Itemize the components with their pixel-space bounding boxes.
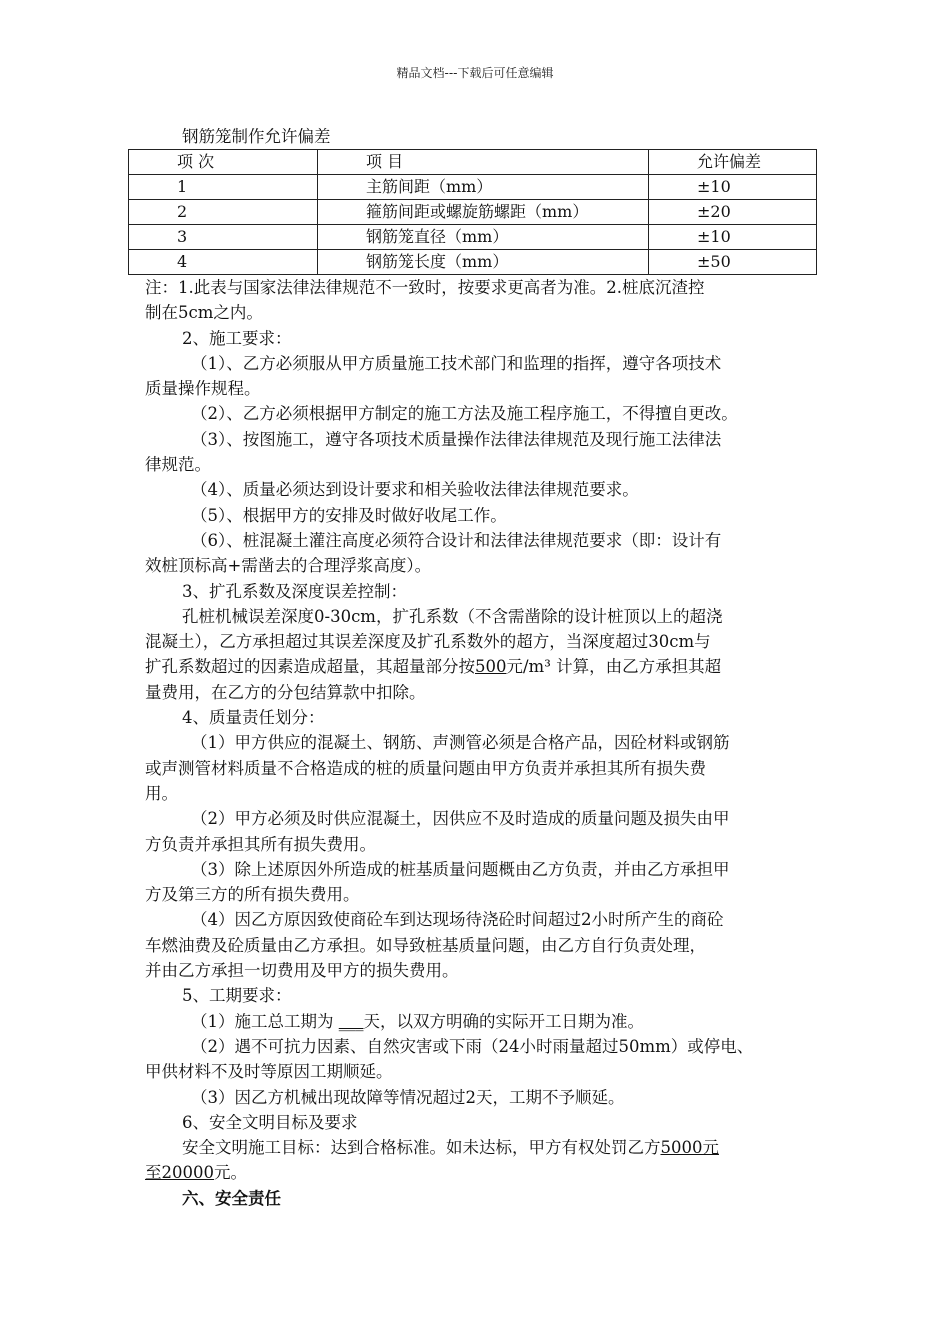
paragraph-line: 方负责并承担其所有损失费用。 — [145, 834, 376, 854]
price-value: 500 — [475, 657, 507, 677]
paragraph-line: （3）、按图施工，遵守各项技术质量操作法律法律规范及现行施工法律法 — [191, 429, 722, 449]
text-span: 安全文明施工目标：达到合格标准。如未达标，甲方有权处罚乙方 — [182, 1138, 661, 1158]
paragraph-line: 质量操作规程。 — [145, 379, 261, 399]
paragraph-line: 混凝土），乙方承担超过其误差深度及扩孔系数外的超方，当深度超过30cm与 — [145, 632, 711, 652]
cell-item: 箍筋间距或螺旋筋螺距（mm） — [318, 200, 649, 225]
paragraph-line: （1）、乙方必须服从甲方质量施工技术部门和监理的指挥，遵守各项技术 — [191, 353, 722, 373]
cell-index: 4 — [129, 250, 318, 275]
section-heading: 3、扩孔系数及深度误差控制： — [182, 581, 407, 601]
paragraph-line: （5）、根据甲方的安排及时做好收尾工作。 — [191, 505, 507, 525]
table-row — [129, 250, 817, 275]
section-heading: 4、质量责任划分： — [182, 708, 325, 728]
paragraph-line: 或声测管材料质量不合格造成的桩的质量问题由甲方负责并承担其所有损失费 — [145, 758, 706, 778]
tolerance-table — [128, 149, 817, 275]
cell-tolerance: ±10 — [649, 175, 817, 200]
table-row — [129, 200, 817, 225]
paragraph-line: （1）甲方供应的混凝土、钢筋、声测管必须是合格产品，因砼材料或钢筋 — [191, 733, 730, 753]
text-span: 元。 — [214, 1163, 247, 1183]
paragraph-line: 用。 — [145, 783, 178, 803]
table-caption: 钢筋笼制作允许偏差 — [182, 127, 331, 146]
cell-item: 钢筋笼直径（mm） — [318, 225, 649, 250]
paragraph-line: （3）因乙方机械出现故障等情况超过2天，工期不予顺延。 — [191, 1087, 625, 1107]
paragraph-line: （6）、桩混凝土灌注高度必须符合设计和法律法律规范要求（即：设计有 — [191, 530, 722, 550]
paragraph-line: 量费用，在乙方的分包结算款中扣除。 — [145, 682, 426, 702]
paragraph-line — [145, 1009, 817, 1034]
section-heading: 2、施工要求： — [182, 328, 292, 348]
paragraph-line — [145, 1135, 817, 1160]
penalty-amount: 至20000 — [145, 1163, 214, 1183]
cell-index: 2 — [129, 200, 318, 225]
header-cell-item: 项 目 — [318, 150, 649, 175]
cell-index: 3 — [129, 225, 318, 250]
note-line: 制在5cm之内。 — [145, 303, 263, 323]
cell-tolerance: ±10 — [649, 225, 817, 250]
header-cell-tolerance: 允许偏差 — [649, 150, 817, 175]
cell-tolerance: ±20 — [649, 200, 817, 225]
text-span: （1）施工总工期为 — [191, 1011, 339, 1031]
cell-tolerance: ±50 — [649, 250, 817, 275]
section-heading: 5、工期要求： — [182, 986, 292, 1006]
section-heading: 6、安全文明目标及要求 — [182, 1112, 358, 1132]
paragraph-line: 孔桩机械误差深度0-30cm，扩孔系数（不含需凿除的设计桩顶以上的超浇 — [182, 606, 723, 626]
blank-field: ___ — [338, 1011, 364, 1031]
paragraph-line — [145, 1160, 817, 1185]
penalty-amount: 5000元 — [660, 1138, 719, 1158]
table-row — [129, 225, 817, 250]
header-cell-index: 项 次 — [129, 150, 318, 175]
paragraph-line: 并由乙方承担一切费用及甲方的损失费用。 — [145, 961, 459, 981]
paragraph-line: （4）因乙方原因致使商砼车到达现场待浇砼时间超过2小时所产生的商砼 — [191, 910, 724, 930]
paragraph-line: 甲供材料不及时等原因工期顺延。 — [145, 1062, 393, 1082]
page-header: 精品文档---下载后可任意编辑 — [396, 66, 554, 80]
document-body — [145, 124, 817, 1211]
text-span: 扩孔系数超过的因素造成超量，其超量部分按 — [145, 657, 475, 677]
cell-item: 主筋间距（mm） — [318, 175, 649, 200]
paragraph-line: 车燃油费及砼质量由乙方承担。如导致桩基质量问题，由乙方自行负责处理， — [145, 935, 706, 955]
paragraph-line — [145, 654, 817, 679]
chapter-heading: 六、安全责任 — [182, 1188, 281, 1208]
paragraph-line: （2）、乙方必须根据甲方制定的施工方法及施工程序施工，不得擅自更改。 — [191, 404, 738, 424]
cell-item: 钢筋笼长度（mm） — [318, 250, 649, 275]
paragraph-line: （2）遇不可抗力因素、自然灾害或下雨（24小时雨量超过50mm）或停电、 — [191, 1036, 754, 1056]
paragraph-line: 方及第三方的所有损失费用。 — [145, 885, 360, 905]
text-span: 元/m³ 计算，由乙方承担其超 — [506, 657, 722, 677]
table-header-row — [129, 150, 817, 175]
table-row — [129, 175, 817, 200]
paragraph-line: 效桩顶标高+需凿去的合理浮浆高度）。 — [145, 556, 432, 576]
paragraph-line: （4）、质量必须达到设计要求和相关验收法律法律规范要求。 — [191, 480, 639, 500]
note-line: 注：1.此表与国家法律法律规范不一致时，按要求更高者为准。2.桩底沉渣控 — [145, 278, 705, 297]
paragraph-line: （2）甲方必须及时供应混凝土，因供应不及时造成的质量问题及损失由甲 — [191, 809, 730, 829]
paragraph-line: （3）除上述原因外所造成的桩基质量问题概由乙方负责，并由乙方承担甲 — [191, 859, 730, 879]
cell-index: 1 — [129, 175, 318, 200]
text-span: 天，以双方明确的实际开工日期为准。 — [363, 1011, 644, 1031]
paragraph-line: 律规范。 — [145, 455, 211, 475]
